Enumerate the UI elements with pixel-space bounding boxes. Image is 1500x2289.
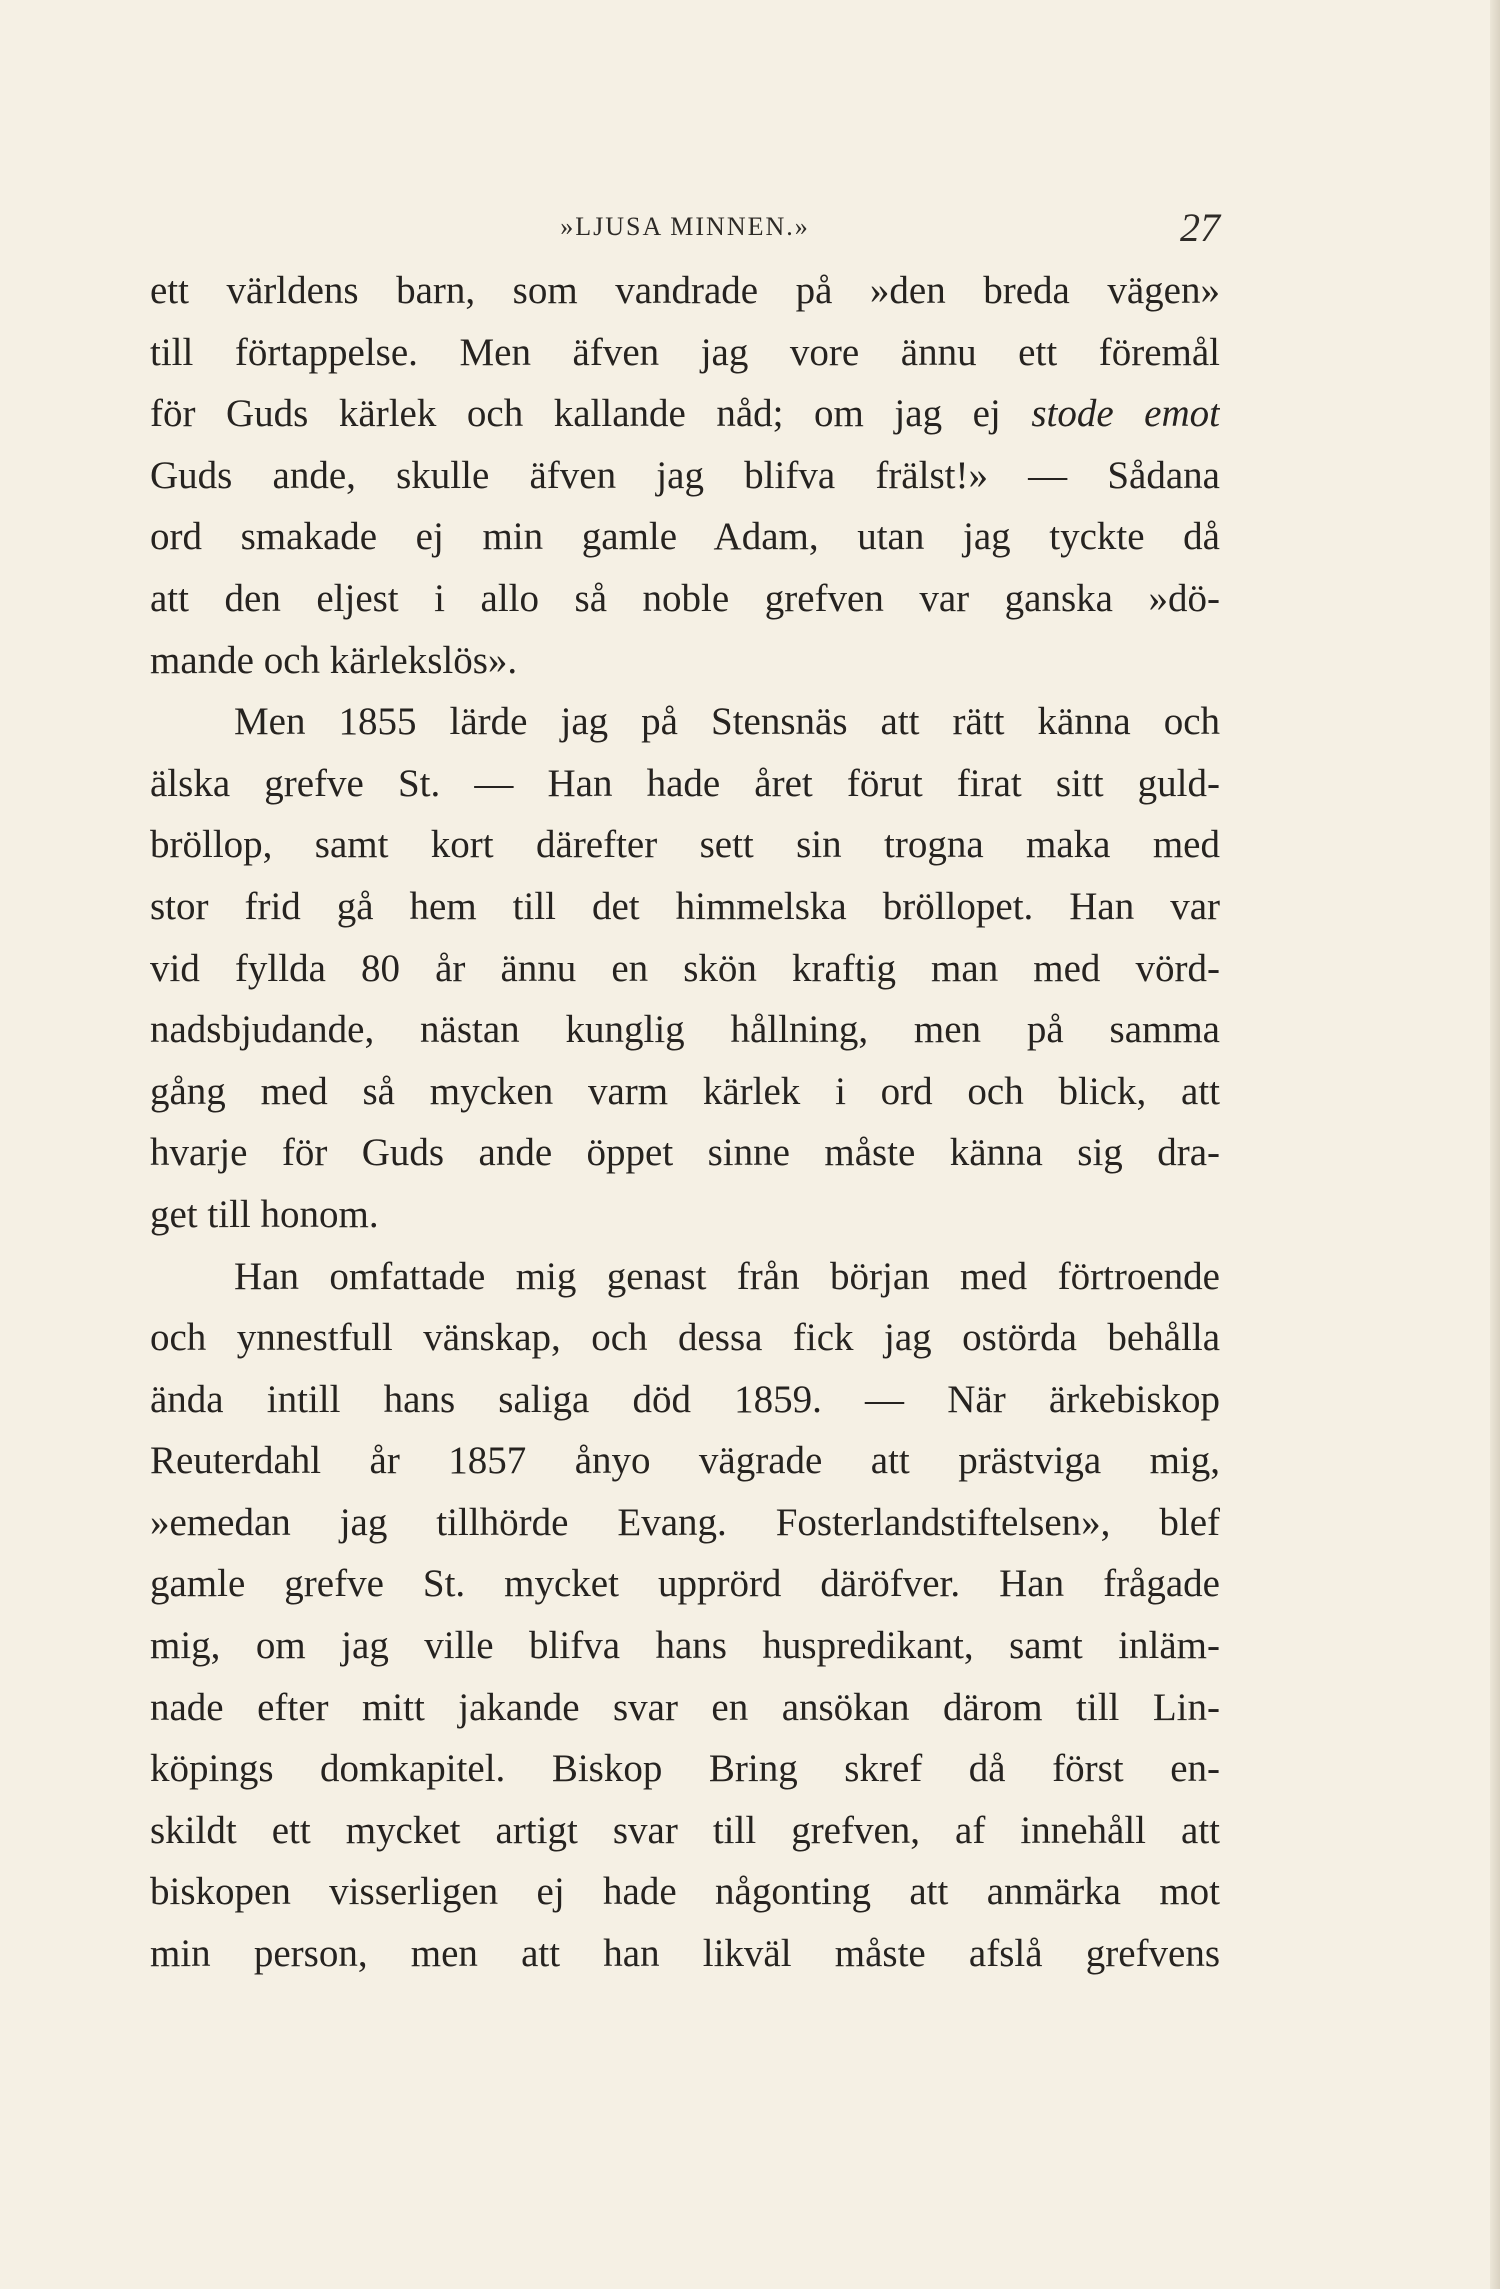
text-line <box>150 445 1220 507</box>
text-line <box>150 1061 1220 1123</box>
line-text: vid fyllda 80 år ännu en skön kraftig man med vörd- <box>150 946 1220 990</box>
line-text: nade efter mitt jakande svar en ansökan därom till Lin- <box>150 1685 1220 1729</box>
line-text: »emedan jag tillhörde Evang. Fosterlandstiftelsen», blef <box>150 1500 1220 1544</box>
text-line <box>150 1800 1220 1862</box>
text-line <box>150 1430 1220 1492</box>
line-text: nadsbjudande, nästan kunglig hållning, men på samma <box>150 1008 1220 1052</box>
line-text: älska grefve St. — Han hade året förut firat sitt guld- <box>150 761 1220 805</box>
line-text: gång med så mycken varm kärlek i ord och blick, att <box>150 1069 1220 1113</box>
line-text: köpings domkapitel. Biskop Bring skref då först en- <box>150 1747 1220 1791</box>
line-text: Guds ande, skulle äfven jag blifva frälst!» — Sådana <box>150 453 1220 497</box>
italic-emphasis: stode emot <box>1031 392 1220 436</box>
line-text: Han omfattade mig genast från början med förtroende <box>234 1254 1220 1298</box>
line-text: Reuterdahl år 1857 ånyo vägrade att prästviga mig, <box>150 1439 1220 1483</box>
text-line <box>150 814 1220 876</box>
text-line <box>150 876 1220 938</box>
text-line <box>150 938 1220 1000</box>
text-line <box>150 1553 1220 1615</box>
line-text: att den eljest i allo så noble grefven var ganska »dö- <box>150 576 1220 620</box>
text-line <box>150 506 1220 568</box>
running-head: »LJUSA MINNEN.» <box>560 212 810 241</box>
text-line <box>150 1492 1220 1554</box>
text-line <box>150 753 1220 815</box>
line-text: get till honom. <box>150 1192 379 1236</box>
line-text: Men 1855 lärde jag på Stensnäs att rätt känna och <box>234 700 1220 744</box>
text-line <box>150 1677 1220 1739</box>
line-text: bröllop, samt kort därefter sett sin trogna maka med <box>150 823 1220 867</box>
line-text: gamle grefve St. mycket upprörd däröfver. Han frågade <box>150 1562 1220 1606</box>
text-line <box>150 1861 1220 1923</box>
line-text: till förtappelse. Men äfven jag vore ännu ett föremål <box>150 330 1220 374</box>
text-line <box>150 322 1220 384</box>
text-line <box>150 260 1220 322</box>
paragraph-start-line <box>150 691 1220 753</box>
text-line <box>150 568 1220 630</box>
text-line <box>150 1923 1220 1985</box>
line-text: ända intill hans saliga död 1859. — När ärkebiskop <box>150 1377 1220 1421</box>
line-text: hvarje för Guds ande öppet sinne måste känna sig dra- <box>150 1131 1220 1175</box>
paragraph-end-line <box>150 630 1220 692</box>
paragraph-start-line <box>150 1246 1220 1308</box>
paragraph-end-line <box>150 1184 1220 1246</box>
line-text: ord smakade ej min gamle Adam, utan jag tyckte då <box>150 515 1220 559</box>
line-text: min person, men att han likväl måste afslå grefvens <box>150 1932 1220 1976</box>
text-line <box>150 999 1220 1061</box>
line-text: för Guds kärlek och kallande nåd; om jag ej <box>150 392 1032 436</box>
line-text: skildt ett mycket artigt svar till grefven, af innehåll att <box>150 1808 1220 1852</box>
line-text: och ynnestfull vänskap, och dessa fick jag ostörda behålla <box>150 1316 1220 1360</box>
line-text: ett världens barn, som vandrade på »den breda vägen» <box>150 269 1220 312</box>
text-line <box>150 1738 1220 1800</box>
text-line <box>150 383 1220 445</box>
line-text: mig, om jag ville blifva hans huspredikant, samt inläm- <box>150 1624 1220 1668</box>
text-line <box>150 1122 1220 1184</box>
text-line <box>150 1369 1220 1431</box>
line-text: stor frid gå hem till det himmelska bröllopet. Han var <box>150 884 1220 928</box>
page-header <box>150 200 1220 260</box>
text-line <box>150 1307 1220 1369</box>
page-number: 27 <box>1180 205 1220 250</box>
text-line <box>150 1615 1220 1677</box>
line-text: mande och kärlekslös». <box>150 638 518 682</box>
line-text: biskopen visserligen ej hade någonting att anmärka mot <box>150 1870 1220 1914</box>
body-text <box>150 260 1220 1985</box>
page-edge <box>1490 0 1500 2289</box>
